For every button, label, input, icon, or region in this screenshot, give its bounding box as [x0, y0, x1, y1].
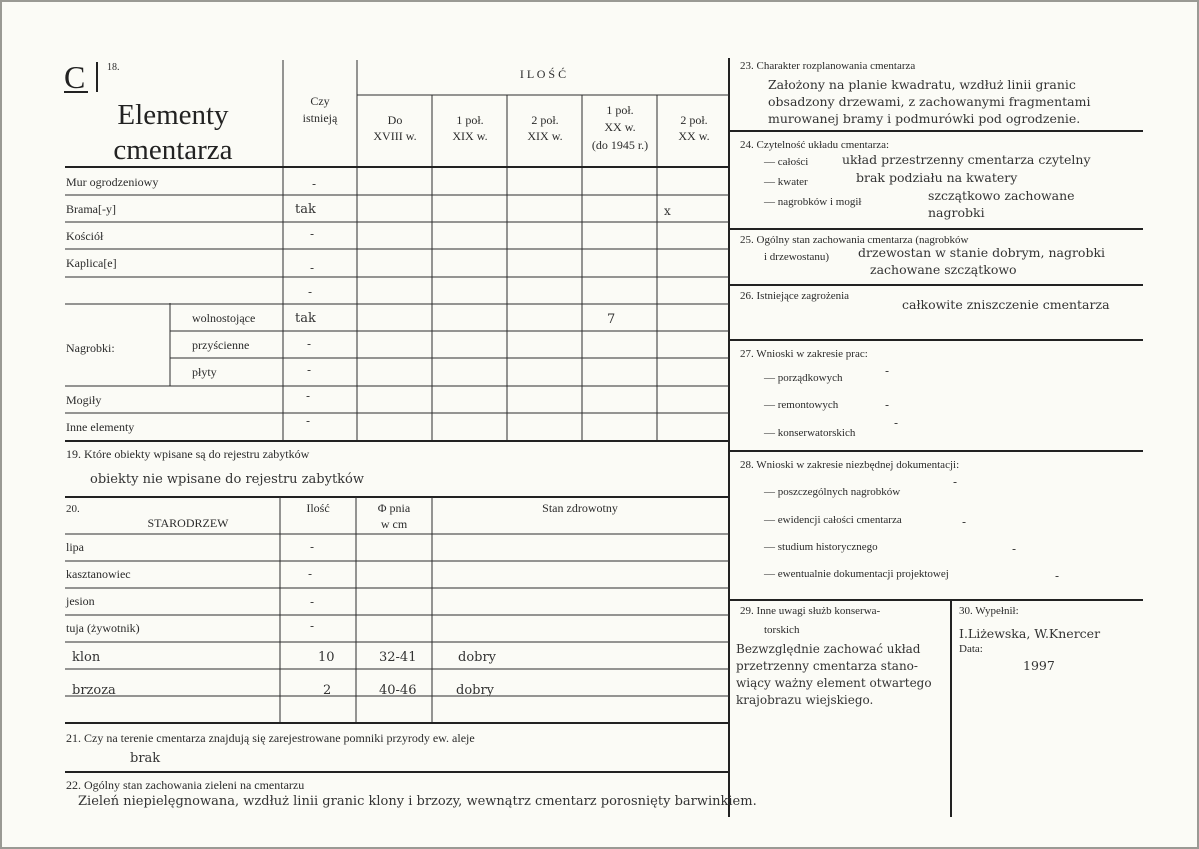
tree-name-0: lipa	[66, 540, 84, 554]
section-25-value-2: zachowane szczątkowo	[870, 262, 1017, 277]
section-22-label: 22. Ogólny stan zachowania zieleni na cmentarzu	[66, 778, 305, 792]
tree-ilosc-4: 10	[318, 650, 335, 665]
row-count-wolnostojace: 7	[607, 312, 616, 327]
section-29-line-4: krajobrazu wiejskiego.	[736, 693, 874, 707]
section-23-label: 23. Charakter rozplanowania cmentarza	[740, 60, 916, 72]
row-label-mogily: Mogiły	[66, 393, 102, 407]
section-19-value: obiekty nie wpisane do rejestru zabytków	[90, 472, 365, 487]
starodrzew-col-stan: Stan zdrowotny	[542, 501, 618, 515]
section-25-label-1: 25. Ogólny stan zachowania cmentarza (nagrobków	[740, 234, 969, 246]
tree-name-2: jesion	[66, 594, 95, 608]
starodrzew-title: STARODRZEW	[147, 516, 229, 530]
row-exists-brama: tak	[295, 202, 316, 217]
section-29-line-3: wiący ważny element otwartego	[736, 676, 932, 690]
section-21-label: 21. Czy na terenie cmentarza znajdują się zarejestrowane pomniki przyrody ew. aleje	[66, 731, 475, 745]
period-header-4-l1: 2 poł.	[680, 113, 708, 127]
section-28-value-3: -	[1012, 542, 1017, 556]
section-29-label-1: 29. Inne uwagi służb konserwa-	[740, 605, 881, 617]
row-exists-wolnostojace: tak	[295, 311, 316, 326]
section-20-number: 20.	[66, 503, 80, 515]
tree-name-1: kasztanowiec	[66, 567, 131, 581]
period-header-3-l2: XX w.	[604, 120, 636, 134]
section-30-names: I.Liżewska, W.Knercer	[959, 626, 1101, 641]
row-mark-brama: x	[664, 204, 671, 218]
section-24-nagrobkow-value-2: nagrobki	[928, 205, 985, 220]
section-28-item-3: — studium historycznego	[764, 541, 878, 553]
period-header-1-l2: XIX w.	[452, 129, 488, 143]
period-header-3-l1: 1 poł.	[606, 103, 634, 117]
row-label-plyty: płyty	[192, 365, 217, 379]
section-24-label: 24. Czytelność układu cmentarza:	[740, 139, 890, 151]
period-header-2-l2: XIX w.	[527, 129, 563, 143]
tree-name-5: brzoza	[72, 683, 116, 698]
section-27-item-3: — konserwatorskich	[764, 427, 856, 439]
row-exists-plyty: -	[307, 363, 312, 377]
section-29-line-2: przetrzenny cmentarza stano-	[736, 659, 918, 673]
row-label-brama: Brama[-y]	[66, 202, 116, 216]
row-label-mur: Mur ogrodzeniowy	[66, 175, 159, 189]
tree-pien-4: 32-41	[379, 650, 417, 665]
row-exists-mogily: -	[306, 389, 311, 403]
section-28-item-2: — ewidencji całości cmentarza	[764, 514, 902, 526]
tree-ilosc-1: -	[308, 567, 313, 581]
section-24-nagrobkow-value-1: szczątkowo zachowane	[928, 188, 1075, 203]
section-30-date-label: Data:	[959, 643, 983, 655]
header-exists-line2: istnieją	[302, 111, 338, 125]
section-26-label: 26. Istniejące zagrożenia	[740, 290, 850, 302]
section-24-nagrobkow-label: — nagrobków i mogił	[764, 196, 862, 208]
row-label-kosciol: Kościół	[66, 229, 104, 243]
row-exists-blank: -	[308, 285, 313, 299]
row-exists-kaplica: -	[310, 261, 315, 275]
section-24-kwater-value: brak podziału na kwatery	[856, 170, 1018, 185]
card-title-line1: Elementy	[117, 99, 229, 131]
row-label-przyscienne: przyścienne	[192, 338, 250, 352]
section-25-value-1: drzewostan w stanie dobrym, nagrobki	[858, 245, 1106, 260]
header-exists-line1: Czy	[310, 94, 330, 108]
section-28-value-1: -	[953, 475, 958, 489]
period-header-2-l1: 2 poł.	[531, 113, 559, 127]
row-exists-inne: -	[306, 414, 311, 428]
section-30-date: 1997	[1023, 658, 1055, 673]
section-24-calosci-label: — całości	[764, 156, 809, 168]
section-28-label: 28. Wnioski w zakresie niezbędnej dokumentacji:	[740, 459, 960, 471]
starodrzew-col-pnia-l2: w cm	[380, 517, 408, 531]
tree-name-4: klon	[72, 650, 101, 665]
section-24-kwater-label: — kwater	[764, 176, 808, 188]
period-header-1-l1: 1 poł.	[456, 113, 484, 127]
tree-pien-5: 40-46	[379, 683, 417, 698]
section-23-line-3: murowanej bramy i podmurówki pod ogrodzenie.	[768, 111, 1081, 126]
section-27-item-2: — remontowych	[764, 399, 839, 411]
row-exists-kosciol: -	[310, 227, 315, 241]
row-label-wolnostojace: wolnostojące	[192, 311, 256, 325]
section-28-value-2: -	[962, 515, 967, 529]
section-21-value: brak	[130, 751, 161, 766]
tree-stan-5: dobry	[456, 683, 495, 698]
section-30-label: 30. Wypełnił:	[959, 605, 1019, 617]
row-exists-mur: -	[312, 177, 317, 191]
section-28-item-1: — poszczególnych nagrobków	[764, 486, 901, 498]
section-28-value-4: -	[1055, 569, 1060, 583]
row-label-inne: Inne elementy	[66, 420, 135, 434]
section-22-value: Zieleń niepielęgnowana, wzdłuż linii granic klony i brzozy, wewnątrz cmentarz porosnięty barwinkiem.	[78, 794, 757, 809]
row-exists-przyscienne: -	[307, 337, 312, 351]
period-header-0-l2: XVIII w.	[373, 129, 417, 143]
section-27-label: 27. Wnioski w zakresie prac:	[740, 348, 868, 360]
tree-ilosc-0: -	[310, 540, 315, 554]
section-number-18: 18.	[107, 62, 120, 73]
period-header-4-l2: XX w.	[678, 129, 710, 143]
section-27-value-1: -	[885, 364, 890, 378]
card-title-line2: cmentarza	[113, 134, 233, 166]
section-26-value: całkowite zniszczenie cmentarza	[902, 297, 1110, 312]
section-27-item-1: — porządkowych	[764, 372, 843, 384]
section-29-label-2: torskich	[764, 624, 800, 636]
starodrzew-col-pnia-l1: Φ pnia	[377, 501, 411, 515]
tree-name-3: tuja (żywotnik)	[66, 621, 140, 635]
section-27-value-3: -	[894, 416, 899, 430]
period-header-3-l3: (do 1945 r.)	[591, 138, 649, 152]
tree-ilosc-3: -	[310, 619, 315, 633]
period-header-0-l1: Do	[387, 113, 403, 127]
row-label-nagrobki: Nagrobki:	[66, 341, 115, 355]
tree-ilosc-2: -	[310, 595, 315, 609]
section-25-label-2: i drzewostanu)	[764, 251, 830, 263]
section-24-calosci-value: układ przestrzenny cmentarza czytelny	[842, 152, 1091, 167]
row-label-kaplica: Kaplica[e]	[66, 256, 117, 270]
tree-stan-4: dobry	[458, 650, 497, 665]
section-23-line-2: obsadzony drzewami, z zachowanymi fragmentami	[768, 94, 1091, 109]
tree-ilosc-5: 2	[323, 683, 332, 698]
card-letter: C	[64, 59, 86, 95]
section-28-item-4: — ewentualnie dokumentacji projektowej	[764, 568, 949, 580]
starodrzew-col-ilosc: Ilość	[306, 501, 330, 515]
section-19-label: 19. Które obiekty wpisane są do rejestru zabytków	[66, 447, 310, 461]
section-29-line-1: Bezwzględnie zachować układ	[736, 642, 921, 656]
section-23-line-1: Założony na planie kwadratu, wzdłuż linii granic	[768, 77, 1076, 92]
section-27-value-2: -	[885, 398, 890, 412]
header-ilosc: I L O Ś Ć	[519, 67, 567, 81]
